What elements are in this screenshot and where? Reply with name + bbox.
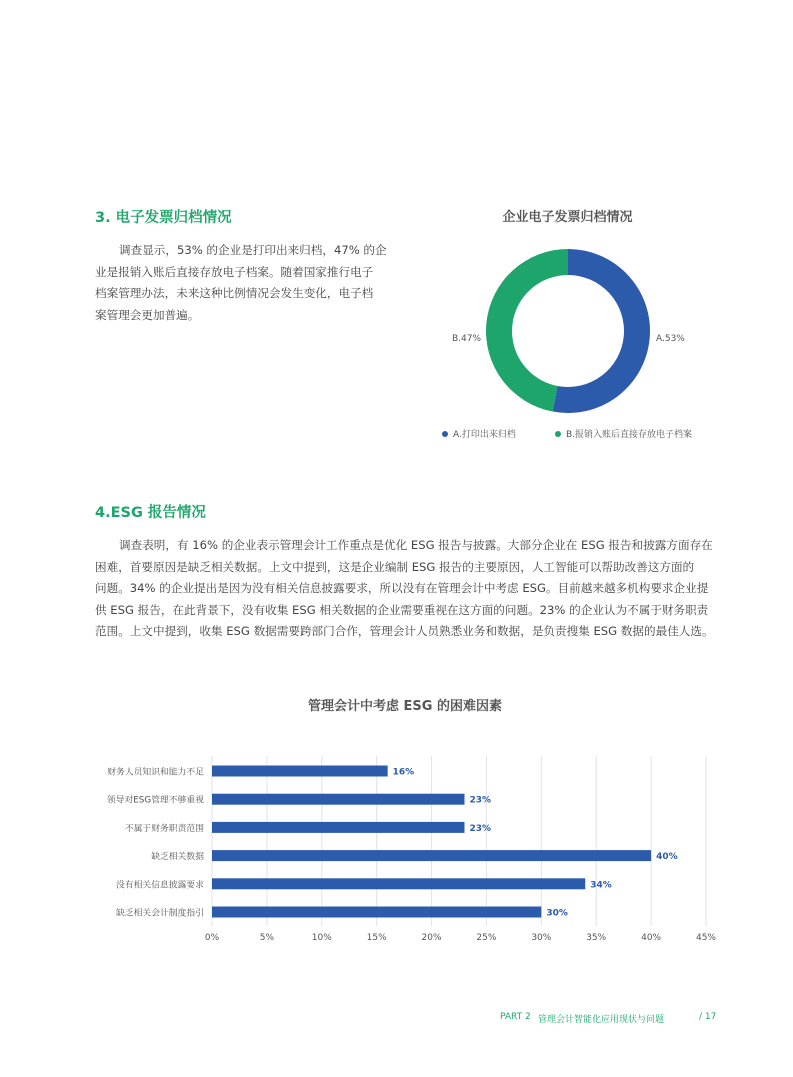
x-tick-label: 30% <box>531 933 552 943</box>
data-label: 23% <box>469 795 492 806</box>
category-label: 没有相关信息披露要求 <box>116 880 204 891</box>
paragraph-line: 案管理会更加普遍。 <box>95 307 200 322</box>
data-label: 16% <box>392 767 415 778</box>
x-tick-label: 20% <box>421 933 442 943</box>
legend-dot-b <box>555 431 561 437</box>
category-label: 缺乏相关会计制度指引 <box>116 908 204 919</box>
page-number: / 17 <box>699 1012 717 1022</box>
paragraph-line: 业是报销入账后直接存放电子档案。随着国家推行电子 <box>95 264 374 279</box>
bar <box>212 766 388 777</box>
category-label: 财务人员知识和能力不足 <box>107 767 204 778</box>
data-label: 30% <box>546 908 568 919</box>
section-4-paragraph <box>95 535 720 643</box>
donut-chart <box>430 240 720 425</box>
data-label: 34% <box>590 880 612 891</box>
category-label: 缺乏相关数据 <box>151 852 204 863</box>
category-label: 不属于财务职责范围 <box>124 823 204 834</box>
x-tick-label: 15% <box>366 933 387 943</box>
paragraph-line: 问题。34% 的企业提出是因为没有相关信息披露要求，所以没有在管理会计中考虑 ESG。目前越来越多机构要求企业提 <box>95 581 709 595</box>
bar <box>212 794 464 805</box>
donut-label-a: A.53% <box>656 334 685 344</box>
section-3-paragraph <box>95 240 395 326</box>
legend-dot-a <box>442 431 448 437</box>
x-tick-label: 40% <box>641 933 662 943</box>
donut-legend-a <box>442 427 516 440</box>
paragraph-line: 范围。上文中提到，收集 ESG 数据需要跨部门合作，管理会计人员熟悉业务和数据，是负责搜集 ESG 数据的最佳人选。 <box>95 624 714 638</box>
paragraph-line: 供 ESG 报告，在此背景下，没有收集 ESG 相关数据的企业需要重视在这方面的问题。23% 的企业认为不属于财务职责 <box>95 602 709 617</box>
donut-chart-title: 企业电子发票归档情况 <box>502 210 633 225</box>
bar-chart-title: 管理会计中考虑 ESG 的困难因素 <box>308 699 502 714</box>
x-tick-label: 10% <box>311 933 332 943</box>
paragraph-line: 档案管理办法，未来这种比例情况会发生变化，电子档 <box>95 286 374 300</box>
data-label: 40% <box>656 852 678 863</box>
x-tick-label: 0% <box>204 933 220 943</box>
x-tick-label: 35% <box>586 933 607 943</box>
paragraph-line: 困难，首要原因是缺乏相关数据。上文中提到，这是企业编制 ESG 报告的主要原因，人工智能可以帮助改善这方面的 <box>95 559 695 574</box>
bar <box>212 850 651 861</box>
donut-legend-b <box>555 427 692 440</box>
donut-label-b: B.47% <box>452 334 482 344</box>
bar <box>212 822 464 833</box>
section-4-heading: 4.ESG 报告情况 <box>95 505 206 521</box>
x-tick-label: 45% <box>695 933 717 943</box>
x-tick-label: 5% <box>259 933 275 943</box>
bar <box>212 878 585 889</box>
x-tick-label: 25% <box>476 933 497 943</box>
legend-b-label: B.报销入账后直接存放电子档案 <box>566 430 693 440</box>
category-label: 领导对ESG管理不够重视 <box>106 795 204 806</box>
footer-part: PART 2 <box>500 1012 531 1022</box>
bar-chart <box>0 740 793 955</box>
paragraph-line: 调查表明，有 16% 的企业表示管理会计工作重点是优化 ESG 报告与披露。大部分企业在 ESG 报告和披露方面存在 <box>119 538 713 552</box>
data-label: 23% <box>469 823 492 834</box>
footer-title: 管理会计智能化应用现状与问题 <box>538 1015 665 1025</box>
legend-a-label: A.打印出来归档 <box>453 430 516 440</box>
bar <box>212 907 541 918</box>
donut-slice-b <box>486 249 568 412</box>
paragraph-line: 调查显示，53% 的企业是打印出来归档，47% 的企 <box>119 243 387 257</box>
section-3-heading: 3. 电子发票归档情况 <box>95 210 232 226</box>
